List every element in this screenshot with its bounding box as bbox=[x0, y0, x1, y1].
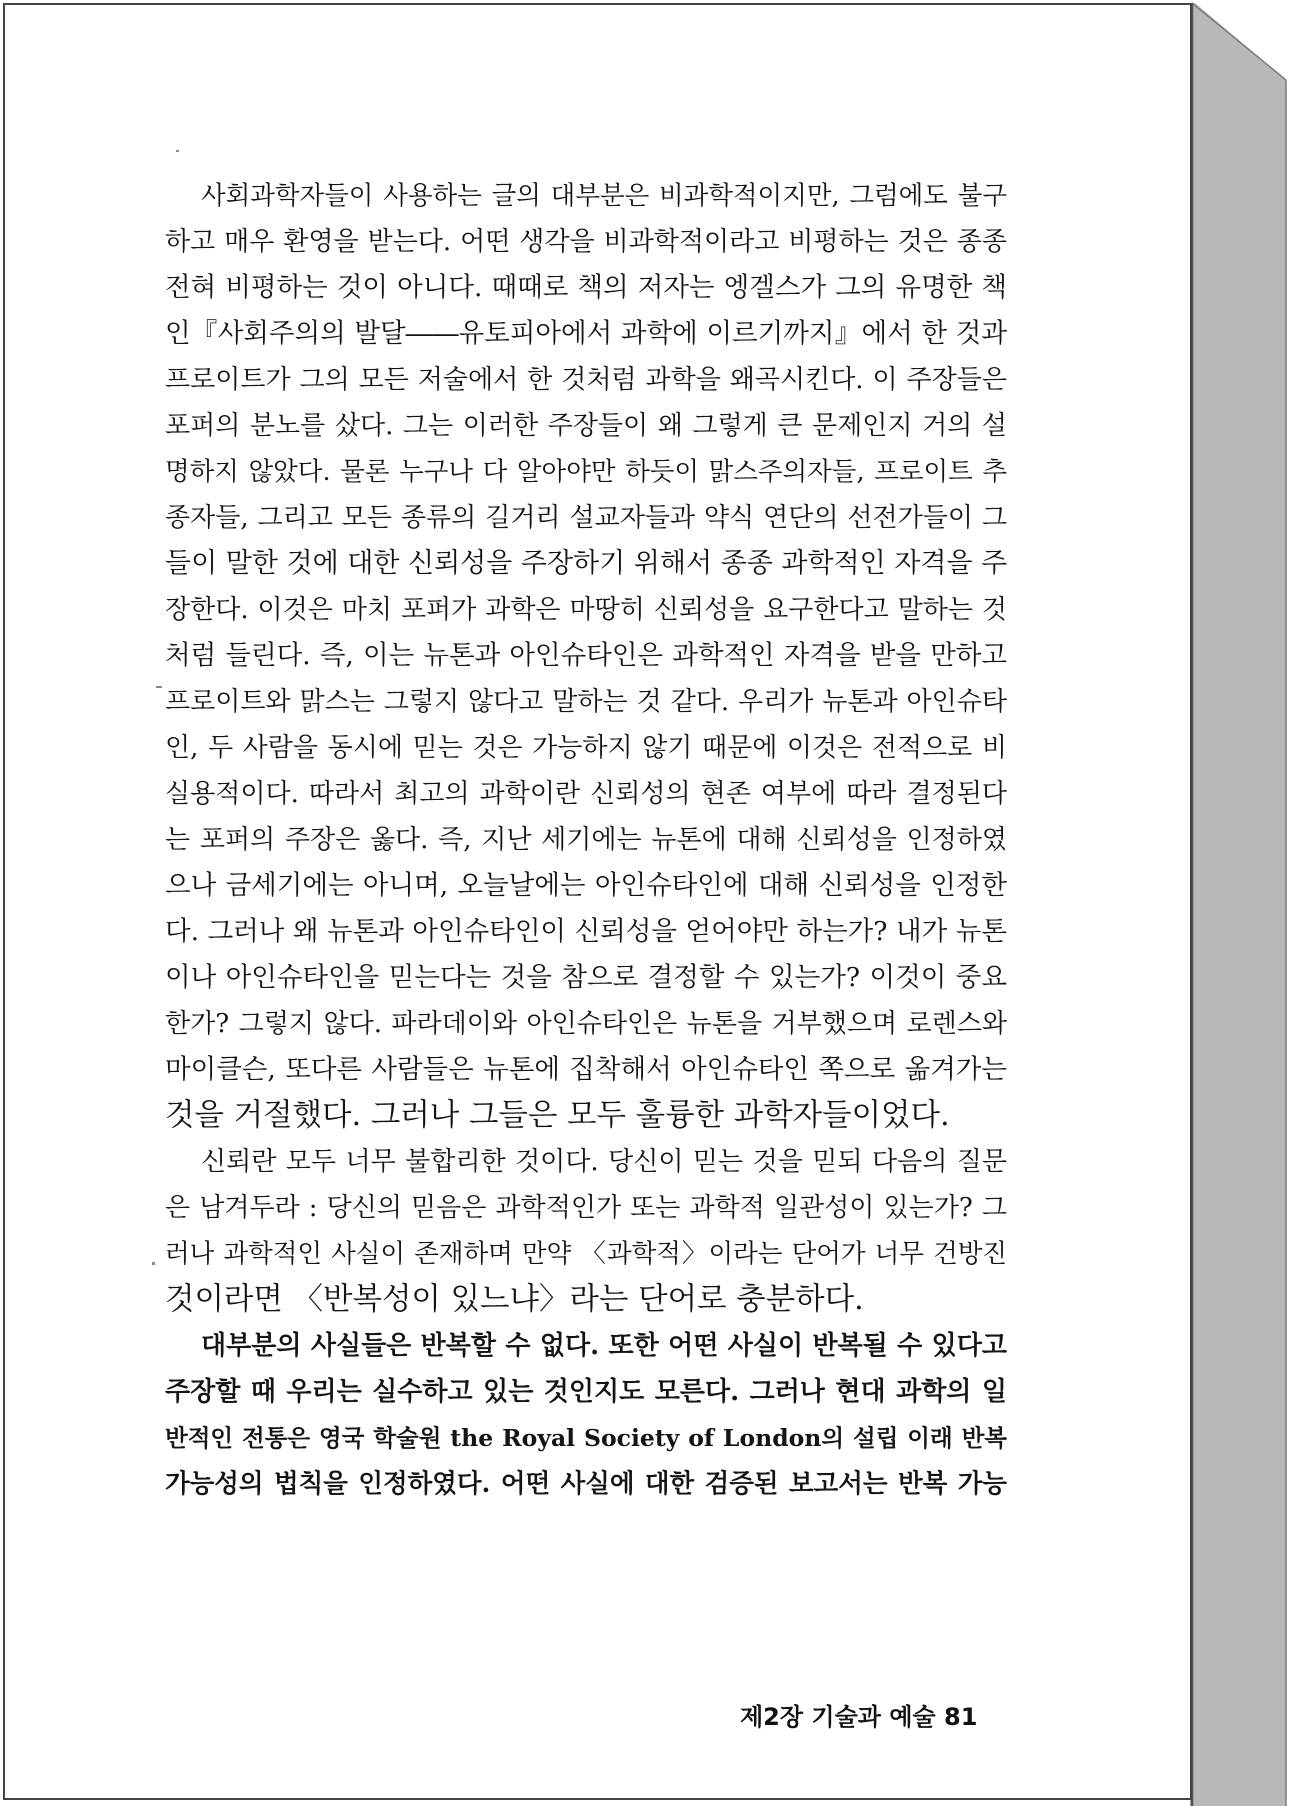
text-line: 대부분의 사실들은 반복할 수 없다. 또한 어떤 사실이 반복될 수 있다고 bbox=[201, 1331, 1007, 1361]
text-line: 명하지 않았다. 물론 누구나 다 알아야만 하듯이 맑스주의자들, 프로이트 추 bbox=[165, 457, 1007, 487]
text-line: 주장할 때 우리는 실수하고 있는 것인지도 모른다. 그러나 현대 과학의 일 bbox=[165, 1377, 1007, 1407]
text-line: 들이 말한 것에 대한 신뢰성을 주장하기 위해서 종종 과학적인 자격을 주 bbox=[165, 548, 1007, 579]
scan-speck bbox=[156, 686, 162, 688]
text-line: 전혀 비평하는 것이 아니다. 때때로 책의 저자는 엥겔스가 그의 유명한 책 bbox=[165, 272, 1007, 303]
text-line: 이나 아인슈타인을 믿는다는 것을 참으로 결정할 수 있는가? 이것이 중요 bbox=[165, 962, 1007, 993]
paragraph bbox=[165, 1139, 1007, 1323]
text-line: 가능성의 법칙을 인정하였다. 어떤 사실에 대한 검증된 보고서는 반복 가능 bbox=[165, 1469, 1007, 1499]
text-line: 것을 거절했다. 그러나 그들은 모두 훌륭한 과학자들이었다. bbox=[165, 1098, 950, 1133]
paragraph bbox=[165, 1323, 1007, 1507]
paragraph bbox=[165, 173, 1007, 1139]
text-line: 것이라면 〈반복성이 있느냐〉라는 단어로 충분하다. bbox=[165, 1282, 864, 1317]
text-line: 러나 과학적인 사실이 존재하며 만약 〈과학적〉이라는 단어가 너무 건방진 bbox=[165, 1239, 1007, 1269]
text-line: 반적인 전통은 영국 학술원 the Royal Society of London의 설립 이래 반복 bbox=[165, 1424, 1007, 1452]
body-text bbox=[165, 173, 1007, 1507]
text-line: 인『사회주의의 발달――유토피아에서 과학에 이르기까지』에서 한 것과 bbox=[165, 318, 1007, 349]
text-line: 프로이트가 그의 모든 저술에서 한 것처럼 과학을 왜곡시킨다. 이 주장들은 bbox=[165, 365, 1007, 395]
text-line: 으나 금세기에는 아니며, 오늘날에는 아인슈타인에 대해 신뢰성을 인정한 bbox=[165, 870, 1007, 901]
scan-speck bbox=[176, 150, 179, 152]
text-line: 장한다. 이것은 마치 포퍼가 과학은 마땅히 신뢰성을 요구한다고 말하는 것 bbox=[165, 595, 1007, 625]
text-line: 는 포퍼의 주장은 옳다. 즉, 지난 세기에는 뉴톤에 대해 신뢰성을 인정하였 bbox=[165, 825, 1007, 855]
text-line: 은 남겨두라 : 당신의 믿음은 과학적인가 또는 과학적 일관성이 있는가? 그 bbox=[165, 1193, 1007, 1223]
scan-speck bbox=[152, 1262, 155, 1265]
text-line: 처럼 들린다. 즉, 이는 뉴톤과 아인슈타인은 과학적인 자격을 받을 만하고 bbox=[165, 640, 1007, 671]
text-line: 실용적이다. 따라서 최고의 과학이란 신뢰성의 현존 여부에 따라 결정된다 bbox=[165, 779, 1007, 809]
text-line: 신뢰란 모두 너무 불합리한 것이다. 당신이 믿는 것을 믿되 다음의 질문 bbox=[201, 1147, 1007, 1177]
text-line: 인, 두 사람을 동시에 믿는 것은 가능하지 않기 때문에 이것은 전적으로 비 bbox=[165, 733, 1007, 763]
text-line: 종자들, 그리고 모든 종류의 길거리 설교자들과 약식 연단의 선전가들이 그 bbox=[165, 503, 1007, 533]
text-line: 포퍼의 분노를 샀다. 그는 이러한 주장들이 왜 그렇게 큰 문제인지 거의 설 bbox=[165, 411, 1007, 441]
running-footer-page-number: 제2장 기술과 예술 81 bbox=[740, 1703, 978, 1731]
text-line: 한가? 그렇지 않다. 파라데이와 아인슈타인은 뉴톤을 거부했으며 로렌스와 bbox=[165, 1009, 1007, 1039]
text-line: 사회과학자들이 사용하는 글의 대부분은 비과학적이지만, 그럼에도 불구 bbox=[201, 181, 1007, 211]
text-line: 하고 매우 환영을 받는다. 어떤 생각을 비과학적이라고 비평하는 것은 종종 bbox=[165, 227, 1007, 257]
text-line: 마이클슨, 또다른 사람들은 뉴톤에 집착해서 아인슈타인 쪽으로 옮겨가는 bbox=[165, 1054, 1007, 1085]
text-line: 프로이트와 맑스는 그렇지 않다고 말하는 것 같다. 우리가 뉴톤과 아인슈타 bbox=[165, 687, 1007, 717]
text-line: 다. 그러나 왜 뉴톤과 아인슈타인이 신뢰성을 얻어야만 하는가? 내가 뉴톤 bbox=[165, 916, 1007, 947]
